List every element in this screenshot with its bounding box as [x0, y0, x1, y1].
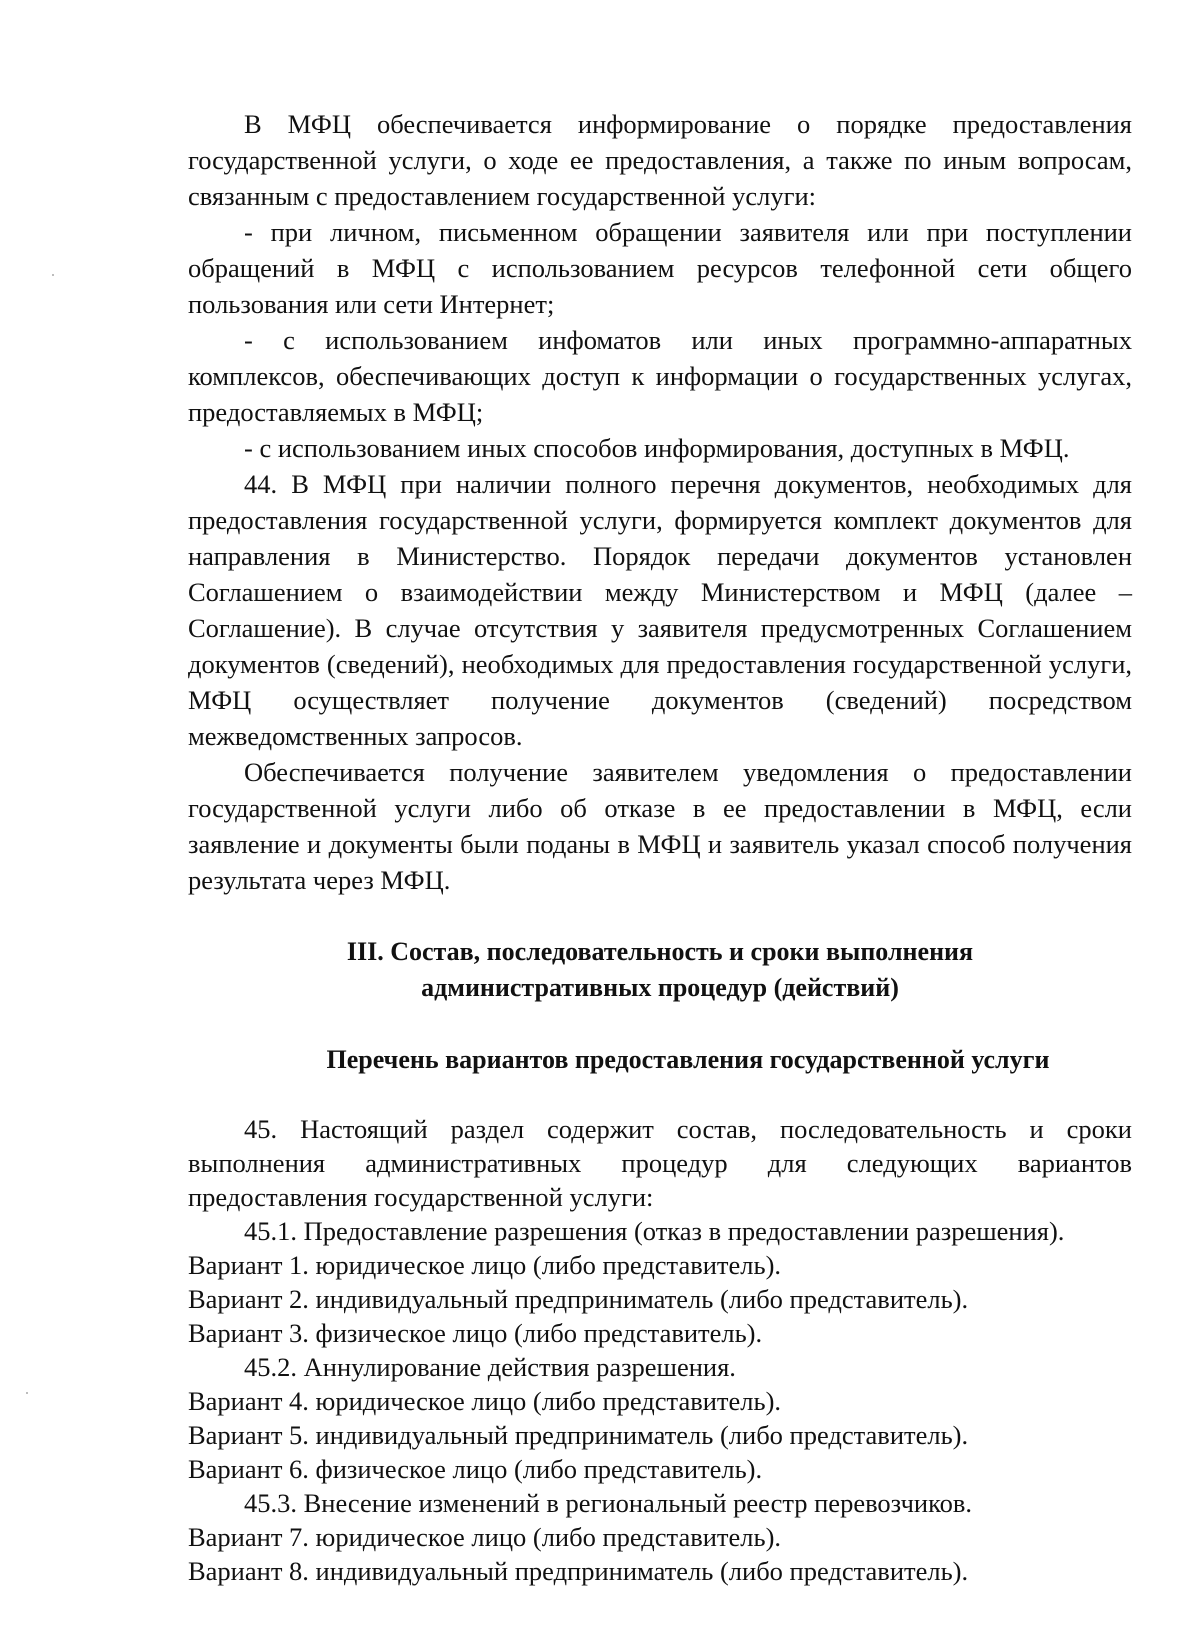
- variant-5: Вариант 5. индивидуальный предприниматель (либо представитель).: [188, 1420, 969, 1450]
- paragraph-44: 44. В МФЦ при наличии полного перечня документов, необходимых для предоставления государственной услуги, формируется комплект документов для направления в Министерство. Порядок передачи документов установлен Соглашением о взаимодействии между Министерством и МФЦ (далее – Соглашение). В случае отсутствия у заявителя предусмотренных Соглашением документов (сведений), необходимых для предоставления государственной услуги, МФЦ осуществляет получение документов (сведений) посредством межведомственных запросов.: [188, 469, 1132, 751]
- list-item-45-2: 45.2. Аннулирование действия разрешения.: [244, 1352, 736, 1382]
- section-heading-line-1: III. Состав, последовательность и сроки выполнения: [346, 937, 974, 966]
- list-item-45-3: 45.3. Внесение изменений в региональный реестр перевозчиков.: [244, 1488, 973, 1518]
- paragraph-other-methods: - с использованием иных способов информирования, доступных в МФЦ.: [244, 433, 1070, 463]
- variant-2: Вариант 2. индивидуальный предприниматель (либо представитель).: [188, 1284, 969, 1314]
- document-body: [188, 106, 1132, 1588]
- section-heading: [188, 934, 1132, 1006]
- section-heading-line-2: административных процедур (действий): [421, 973, 899, 1002]
- paragraph-infomats: - с использованием инфоматов или иных программно-аппаратных комплексов, обеспечивающих доступ к информации о государственных услугах, предоставляемых в МФЦ;: [188, 325, 1132, 427]
- paragraph-personal-request: - при личном, письменном обращении заявителя или при поступлении обращений в МФЦ с использованием ресурсов телефонной сети общего пользования или сети Интернет;: [188, 217, 1132, 319]
- scan-speck: [52, 274, 54, 276]
- variant-1: Вариант 1. юридическое лицо (либо представитель).: [188, 1250, 782, 1280]
- variant-7: Вариант 7. юридическое лицо (либо представитель).: [188, 1522, 782, 1552]
- scan-speck: [26, 1392, 28, 1394]
- paragraph-45: 45. Настоящий раздел содержит состав, последовательность и сроки выполнения административных процедур для следующих вариантов предоставления государственной услуги:: [188, 1114, 1132, 1212]
- variant-8: Вариант 8. индивидуальный предприниматель (либо представитель).: [188, 1556, 969, 1586]
- paragraph-mfc-informing: В МФЦ обеспечивается информирование о порядке предоставления государственной услуги, о ходе ее предоставления, а также по иным вопросам, связанным с предоставлением государственной услуги:: [188, 109, 1132, 211]
- variant-6: Вариант 6. физическое лицо (либо представитель).: [188, 1454, 763, 1484]
- variant-4: Вариант 4. юридическое лицо (либо представитель).: [188, 1386, 782, 1416]
- paragraph-notification: Обеспечивается получение заявителем уведомления о предоставлении государственной услуги либо об отказе в ее предоставлении в МФЦ, если заявление и документы были поданы в МФЦ и заявитель указал способ получения результата через МФЦ.: [188, 757, 1132, 895]
- list-item-45-1: 45.1. Предоставление разрешения (отказ в предоставлении разрешения).: [244, 1216, 1065, 1246]
- subsection-heading: Перечень вариантов предоставления государственной услуги: [326, 1045, 1050, 1074]
- variant-3: Вариант 3. физическое лицо (либо представитель).: [188, 1318, 763, 1348]
